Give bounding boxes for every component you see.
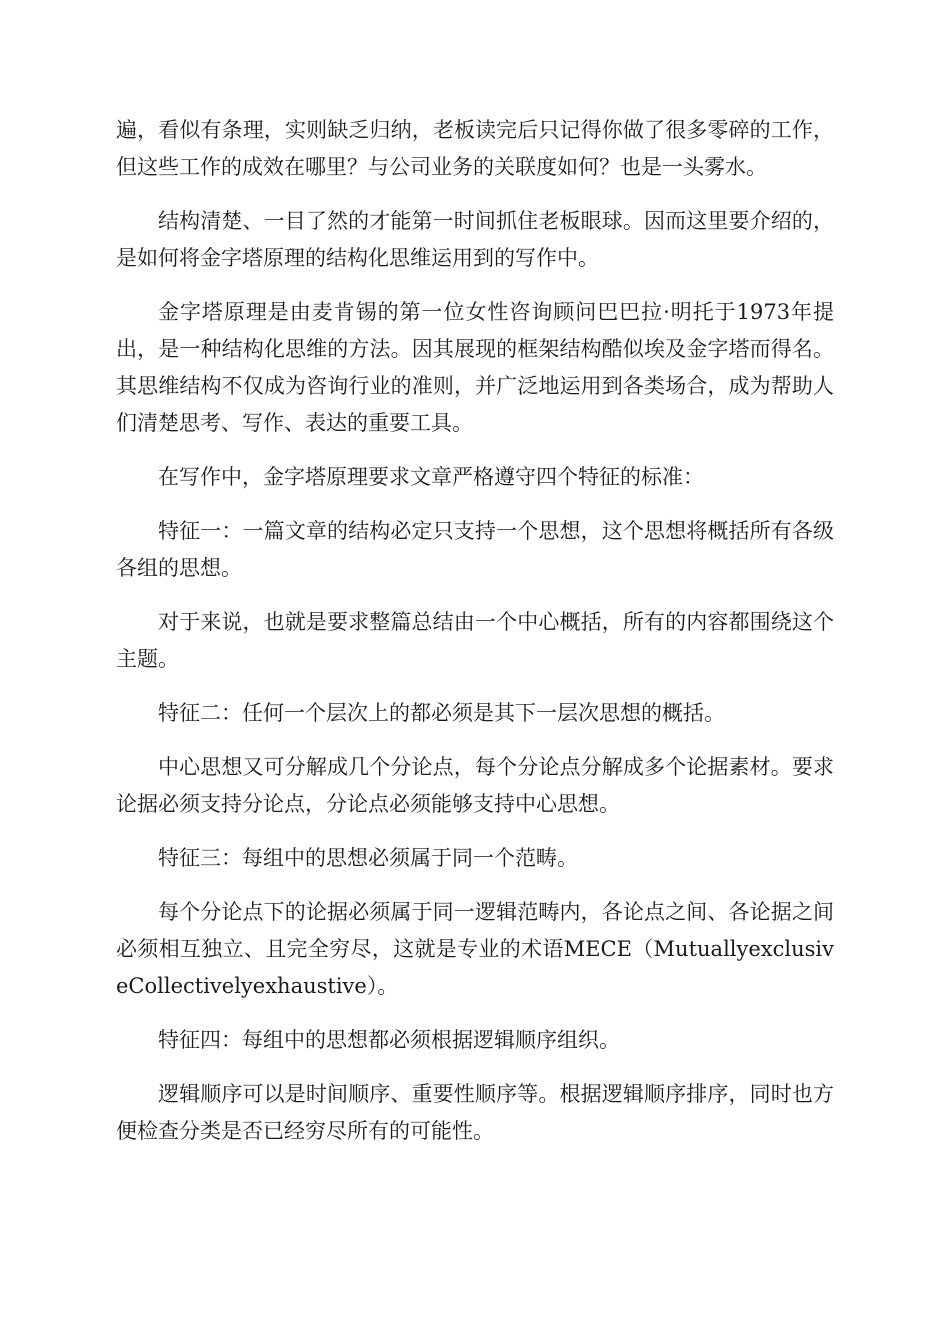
paragraph-continuation: 遍，看似有条理，实则缺乏归纳，老板读完后只记得你做了很多零碎的工作，但这些工作的成效在哪里？与公司业务的关联度如何？也是一头雾水。 <box>116 118 834 179</box>
paragraph-feature-one-explain: 对于来说，也就是要求整篇总结由一个中心概括，所有的内容都围绕这个主题。 <box>116 610 834 671</box>
paragraph-feature-three-explain: 每个分论点下的论据必须属于同一逻辑范畴内，各论点之间、各论据之间必须相互独立、且完全穷尽，这就是专业的术语MECE（MutuallyexclusiveCollectivelyexhaustive）。 <box>116 900 834 998</box>
document-body <box>116 112 834 1167</box>
paragraph-feature-three: 特征三：每组中的思想必须属于同一个范畴。 <box>158 846 578 870</box>
paragraph-feature-two-explain: 中心思想又可分解成几个分论点，每个分论点分解成多个论据素材。要求论据必须支持分论点，分论点必须能够支持中心思想。 <box>116 755 834 816</box>
paragraph-feature-four: 特征四：每组中的思想都必须根据逻辑顺序组织。 <box>158 1028 620 1052</box>
paragraph-feature-two: 特征二：任何一个层次上的都必须是其下一层次思想的概括。 <box>158 701 725 725</box>
paragraph-pyramid-principle: 金字塔原理是由麦肯锡的第一位女性咨询顾问巴巴拉·明托于1973年提出，是一种结构化思维的方法。因其展现的框架结构酷似埃及金字塔而得名。其思维结构不仅成为咨询行业的准则，并广泛地运用到各类场合，成为帮助人们清楚思考、写作、表达的重要工具。 <box>116 300 834 435</box>
paragraph-structure-intro: 结构清楚、一目了然的才能第一时间抓住老板眼球。因而这里要介绍的，是如何将金字塔原理的结构化思维运用到的写作中。 <box>116 209 834 270</box>
paragraph-feature-four-explain: 逻辑顺序可以是时间顺序、重要性顺序等。根据逻辑顺序排序，同时也方便检查分类是否已经穷尽所有的可能性。 <box>116 1082 834 1143</box>
paragraph-four-features-intro: 在写作中，金字塔原理要求文章严格遵守四个特征的标准： <box>158 465 704 489</box>
paragraph-feature-one: 特征一：一篇文章的结构必定只支持一个思想，这个思想将概括所有各级各组的思想。 <box>116 519 834 580</box>
